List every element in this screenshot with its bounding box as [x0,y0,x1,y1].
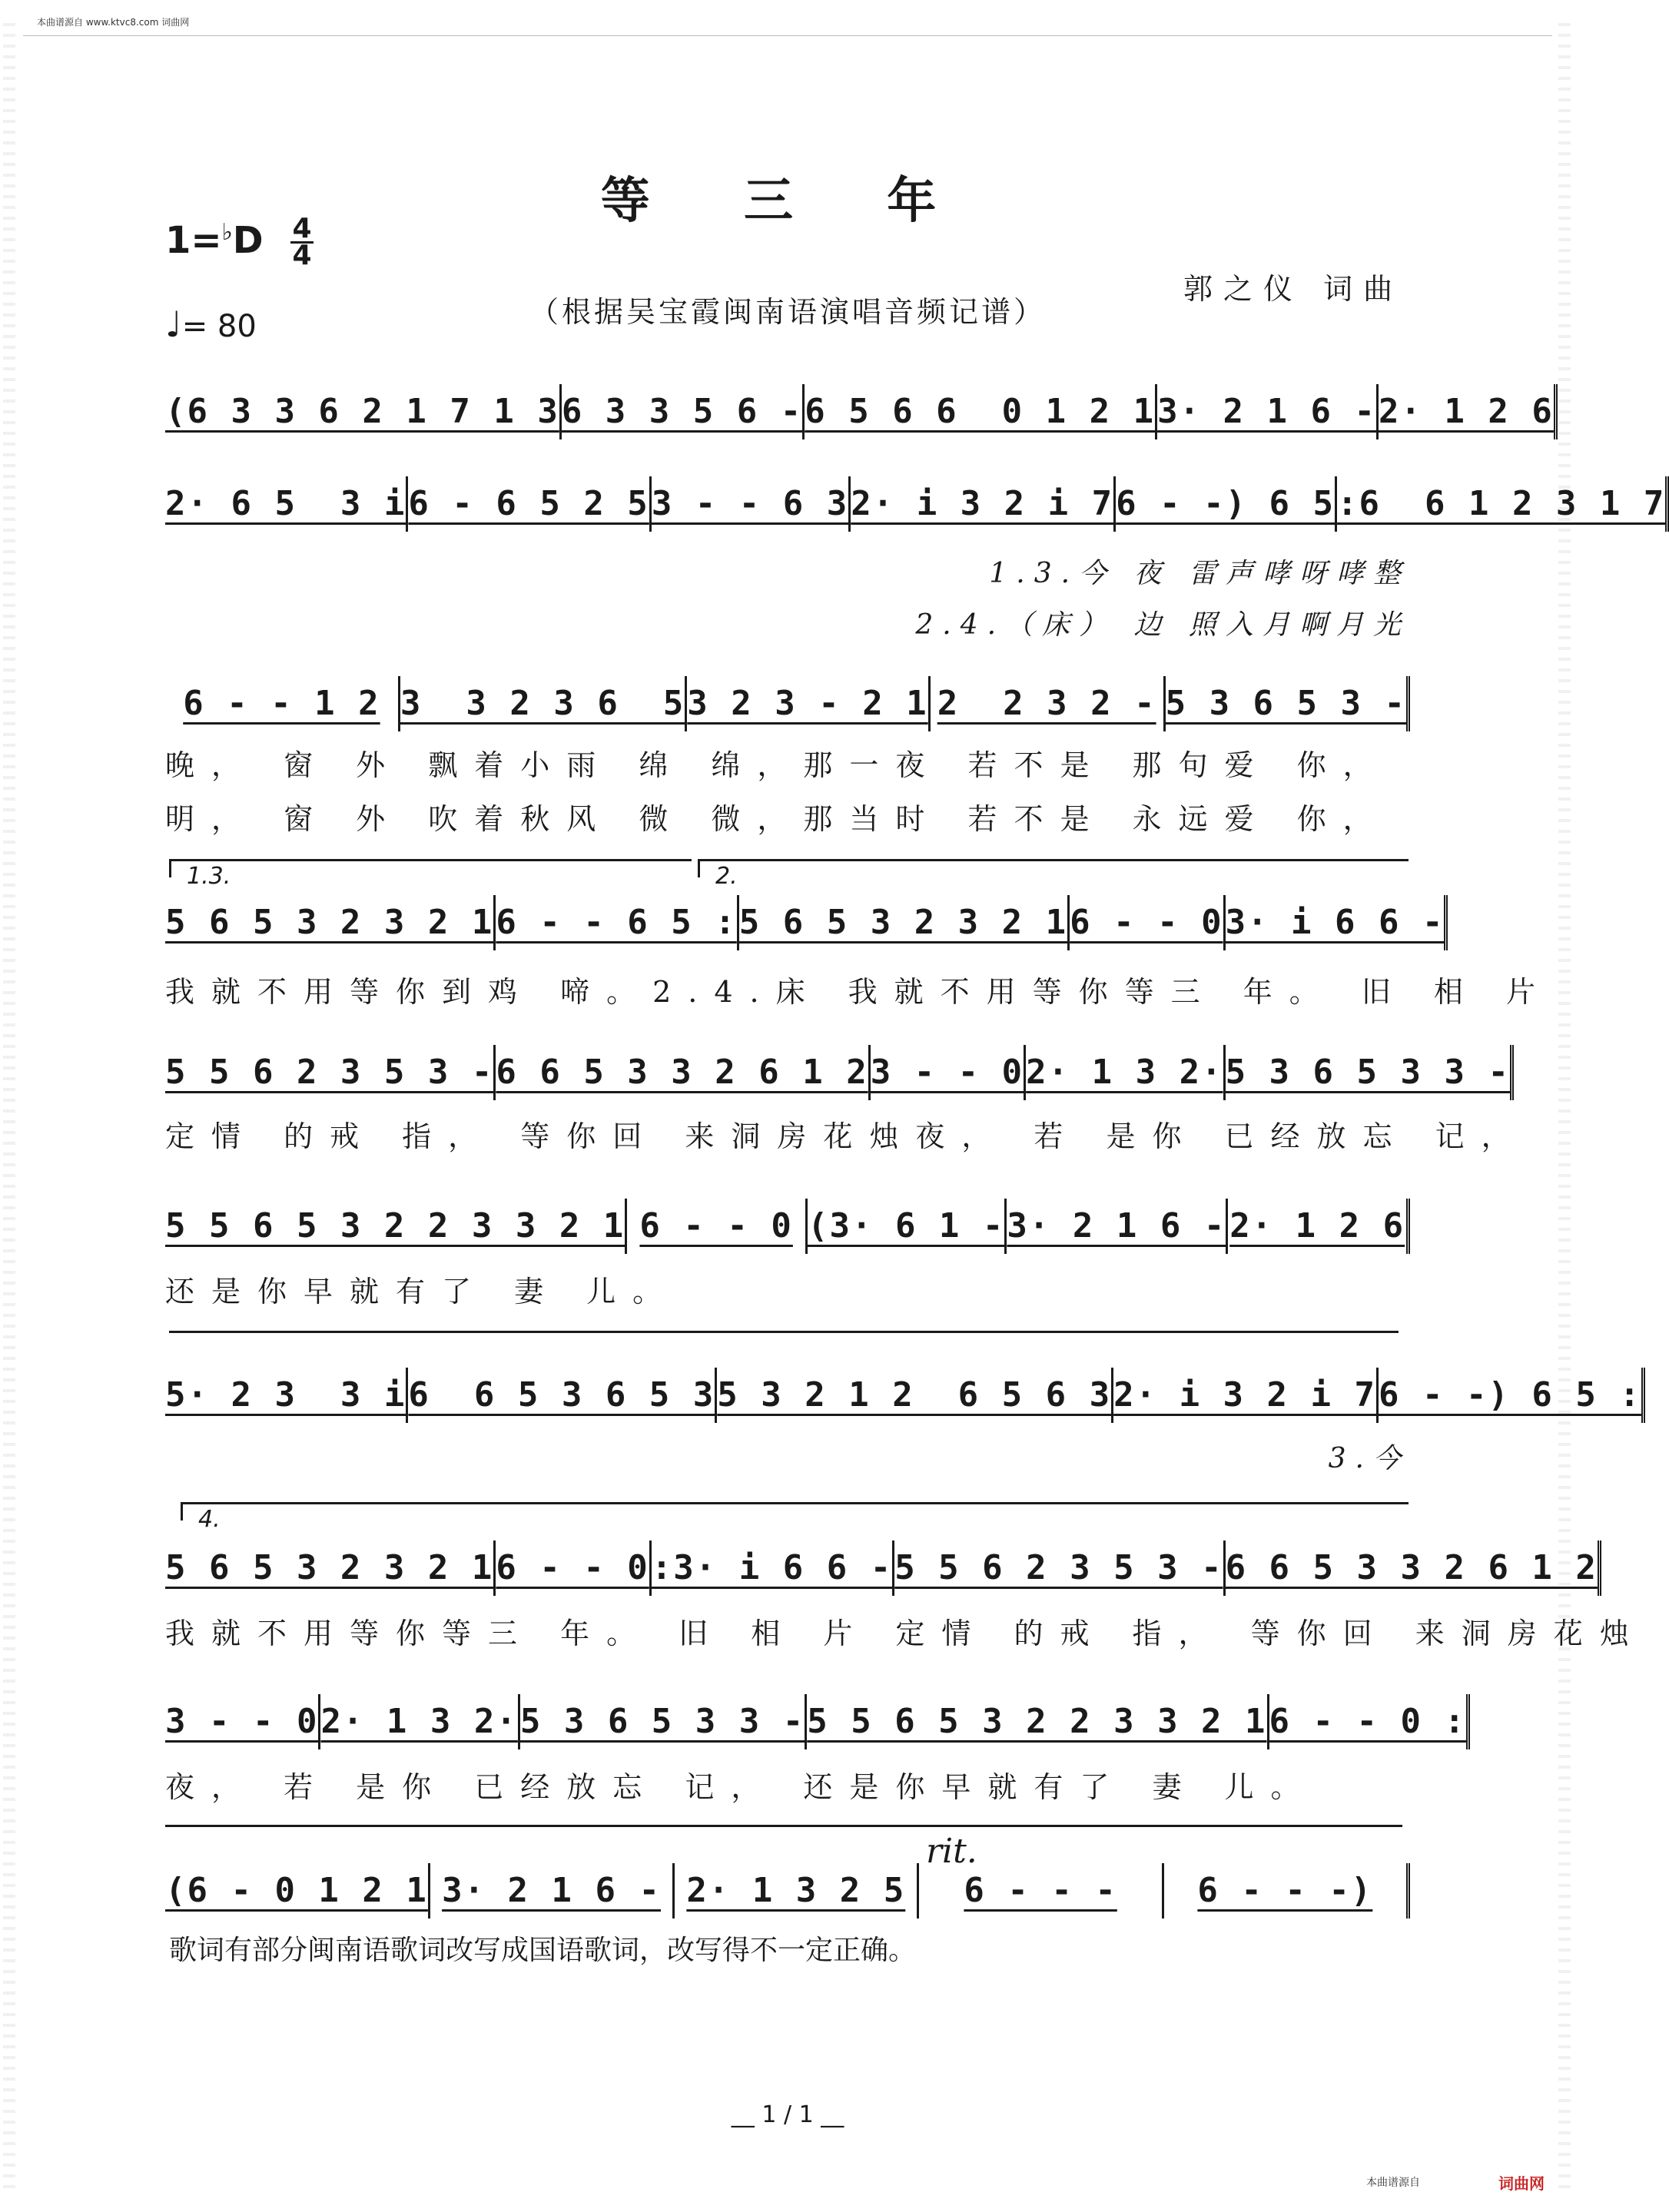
measure: 2· i 3 2 i 7 [1113,1368,1379,1423]
measure: 5 3 2 1 2 6 5 6 3 [717,1368,1113,1423]
author-credit: 郭之仪 词曲 [1183,272,1404,306]
measure: :6 6 1 2 3 1 7 [1337,476,1669,532]
top-credit: 本曲谱源自 www.ktvc8.com 词曲网 [37,17,190,28]
measure: 6 5 6 6 0 1 2 1 [805,384,1157,439]
measure: (6 - 0 1 2 1 [165,1863,430,1919]
lyric-line-7: 我就不用等你等三 年。 旧 相 片 定情 的戒 指， 等你回 来洞房花烛 [165,1617,1646,1650]
subtitle: （根据吴宝霞闽南语演唱音频记谱） [529,295,1046,329]
measure: (6 3 3 6 2 1 7 1 3 [165,384,562,439]
top-rule [23,35,1552,36]
lyric-line-8: 夜， 若 是你 已经放忘 记， 还是你早就有了 妻 儿。 [165,1770,1317,1804]
measure: 5· 2 3 3 i [165,1368,408,1423]
quarter-note-icon: ♩ [165,303,182,345]
measure: 3 - - 0 [165,1694,320,1749]
meter-top: 4 [292,213,312,244]
measure: 5 6 5 3 2 3 2 1 [165,1540,496,1596]
measure: 5 5 6 2 3 5 3 - [165,1045,496,1100]
measure: 2· 1 3 2 5 [675,1863,919,1919]
staff-line-5 [165,1045,1510,1100]
lyric-line-5: 还是你早就有了 妻 儿。 [165,1275,679,1308]
volta-bracket-4: 4. [181,1502,1409,1521]
staff-line-4 [165,895,1445,950]
lyric-line-4: 定情 的戒 指， 等你回 来洞房花烛夜， 若 是你 已经放忘 记， [165,1119,1528,1153]
measure: 6 - 6 5 2 5 [408,476,651,532]
measure: 3· 2 1 6 - [430,1863,675,1919]
page-number: __ 1 / 1 __ [731,2101,844,2128]
staff-line-9 [165,1694,1466,1749]
measure: 3 3 2 3 6 5 [400,676,687,731]
measure: 6 3 3 5 6 - [562,384,805,439]
measure: 5 5 6 2 3 5 3 - [894,1540,1225,1596]
bottom-credit-text: 本曲谱源自 [1366,2177,1420,2189]
measure: :3· i 6 6 - [652,1540,894,1596]
staff-line-1 [165,384,1554,439]
measure: 6 - - 6 5 : [496,895,738,950]
staff-line-2 [165,476,1666,532]
measure: 2· 6 5 3 i [165,476,408,532]
measure: 6 - - -) [1164,1863,1410,1919]
right-margin-watermark [1558,23,1571,2190]
measure: 2· i 3 2 i 7 [851,476,1116,532]
tempo-value: = 80 [181,309,257,344]
measure: 5 5 6 5 3 2 2 3 3 2 1 [165,1199,627,1254]
staff-line-8 [165,1540,1598,1596]
measure: 5 5 6 5 3 2 2 3 3 2 1 [807,1694,1269,1749]
measure: 3· 2 1 6 - [1007,1199,1228,1254]
measure: 2· 1 2 6 [1228,1199,1410,1254]
measure: 2· 1 3 2· [320,1694,519,1749]
measure: 3 - - 0 [871,1045,1026,1100]
site-logo[interactable]: 词曲网 [1498,2174,1545,2193]
staff-bracket-line [165,1825,1402,1827]
measure: 6 - -) 6 5 : [1379,1368,1645,1423]
measure: 5 3 6 5 3 3 - [1226,1045,1514,1100]
key-note: D [232,219,264,262]
measure: 6 - -) 6 5 [1116,476,1337,532]
key-label: 1= [165,219,222,262]
left-margin-watermark [3,23,15,2190]
time-signature [290,213,314,271]
measure: 6 - - - [919,1863,1163,1919]
footnote: 歌词有部分闽南语歌词改写成国语歌词，改写得不一定正确。 [169,1935,917,1966]
measure: 2· 1 3 2· [1026,1045,1225,1100]
ritardando-marking: rit. [926,1832,977,1871]
lyric-line-1a: 1.3.今 夜 雷声哮呀哮整 [989,558,1410,589]
measure: 3 - - 6 3 [652,476,851,532]
staff-line-7 [165,1368,1641,1423]
measure: 6 - - 0 : [1269,1694,1470,1749]
key-signature [165,219,264,262]
meter-bottom: 4 [292,240,312,271]
staff-bracket-line [169,1331,1399,1333]
volta-bracket-1: 1.3. [169,859,692,877]
lyric-line-3: 我就不用等你到鸡 啼。2.4.床 我就不用等你等三 年。 旧 相 片 [165,975,1552,1009]
lyric-line-6: 3.今 [1328,1443,1410,1474]
lyric-line-2a: 晚， 窗 外 飘着小雨 绵 绵，那一夜 若不是 那句爱 你， [165,748,1389,782]
measure: 5 6 5 3 2 3 2 1 [165,895,496,950]
measure: 6 - - 0 [1070,895,1225,950]
measure: 6 - - 0 [496,1540,651,1596]
staff-line-10 [165,1863,1410,1919]
lyric-line-2b: 明， 窗 外 吹着秋风 微 微，那当时 若不是 永远爱 你， [165,802,1389,836]
measure: 6 6 5 3 3 2 6 1 2 [1226,1540,1601,1596]
measure: 6 6 5 3 6 5 3 [408,1368,717,1423]
measure: 2· 1 2 6 [1379,384,1558,439]
measure: 2 2 3 2 - [931,676,1166,731]
measure: 6 6 5 3 3 2 6 1 2 [496,1045,870,1100]
staff-line-6 [165,1199,1410,1254]
measure: 3 2 3 - 2 1 [687,676,930,731]
measure: 3· i 6 6 - [1226,895,1448,950]
lyric-line-1b: 2.4.（床） 边 照入月啊月光 [915,609,1410,641]
measure: 6 - - 1 2 [165,676,400,731]
measure: 5 3 6 5 3 3 - [520,1694,807,1749]
page-title: 等 三 年 [600,172,975,230]
measure: 3· 2 1 6 - [1157,384,1379,439]
measure: 5 3 6 5 3 - [1166,676,1410,731]
flat-symbol: ♭ [221,219,233,246]
measure: 6 - - 0 [627,1199,808,1254]
staff-line-3 [165,676,1410,731]
measure: (3· 6 1 - [808,1199,1007,1254]
volta-bracket-2: 2. [698,859,1409,877]
measure: 5 6 5 3 2 3 2 1 [739,895,1070,950]
